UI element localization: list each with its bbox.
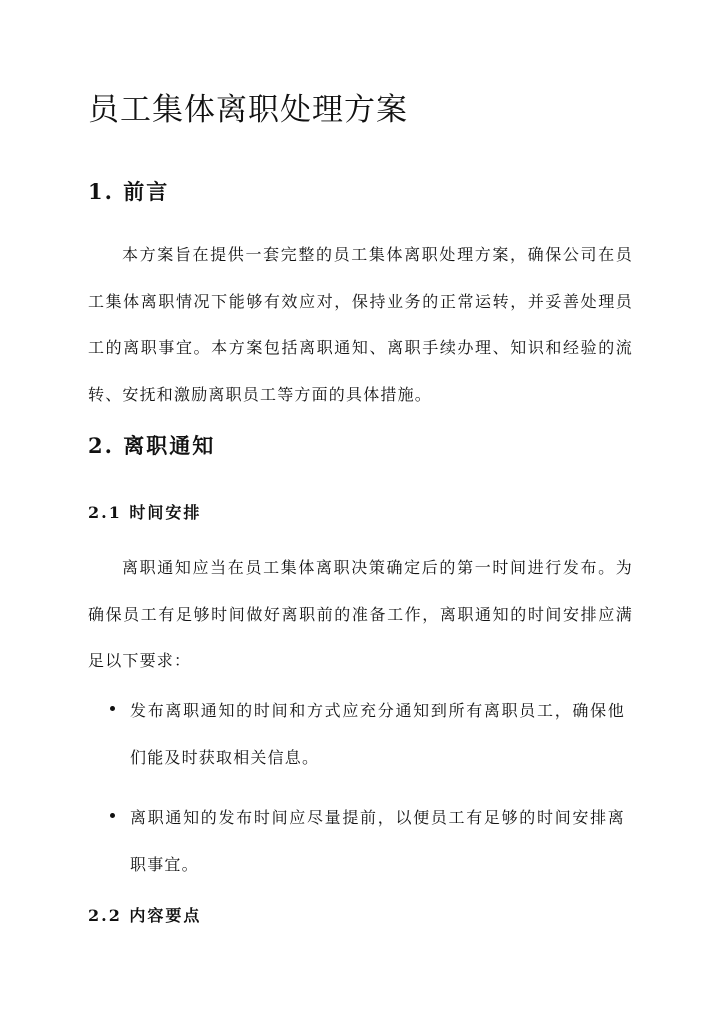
section-heading-preface: 1. 前言 xyxy=(88,179,170,204)
section-heading-resignation-notice: 2. 离职通知 xyxy=(88,433,216,458)
bullet-dot-icon xyxy=(110,706,115,711)
document-title: 员工集体离职处理方案 xyxy=(88,92,408,128)
bullet-dot-icon xyxy=(110,813,115,818)
preface-paragraph: 本方案旨在提供一套完整的员工集体离职处理方案，确保公司在员工集体离职情况下能够有效应对，保持业务的正常运转，并妥善处理员工的离职事宜。本方案包括离职通知、离职手续办理、知识和经验的流转、安抚和激励离职员工等方面的具体措施。 xyxy=(88,245,633,404)
subsection-heading-time-arrangement: 2.1 时间安排 xyxy=(88,503,202,522)
list-item xyxy=(0,795,720,888)
list-item xyxy=(0,688,720,781)
list-item-text: 离职通知的发布时间应尽量提前，以便员工有足够的时间安排离职事宜。 xyxy=(130,808,625,874)
time-arrangement-paragraph: 离职通知应当在员工集体离职决策确定后的第一时间进行发布。为确保员工有足够时间做好离职前的准备工作，离职通知的时间安排应满足以下要求： xyxy=(88,558,633,670)
requirements-list xyxy=(0,688,720,888)
list-item-text: 发布离职通知的时间和方式应充分通知到所有离职员工，确保他们能及时获取相关信息。 xyxy=(130,701,625,767)
subsection-heading-content-points: 2.2 内容要点 xyxy=(88,906,202,925)
